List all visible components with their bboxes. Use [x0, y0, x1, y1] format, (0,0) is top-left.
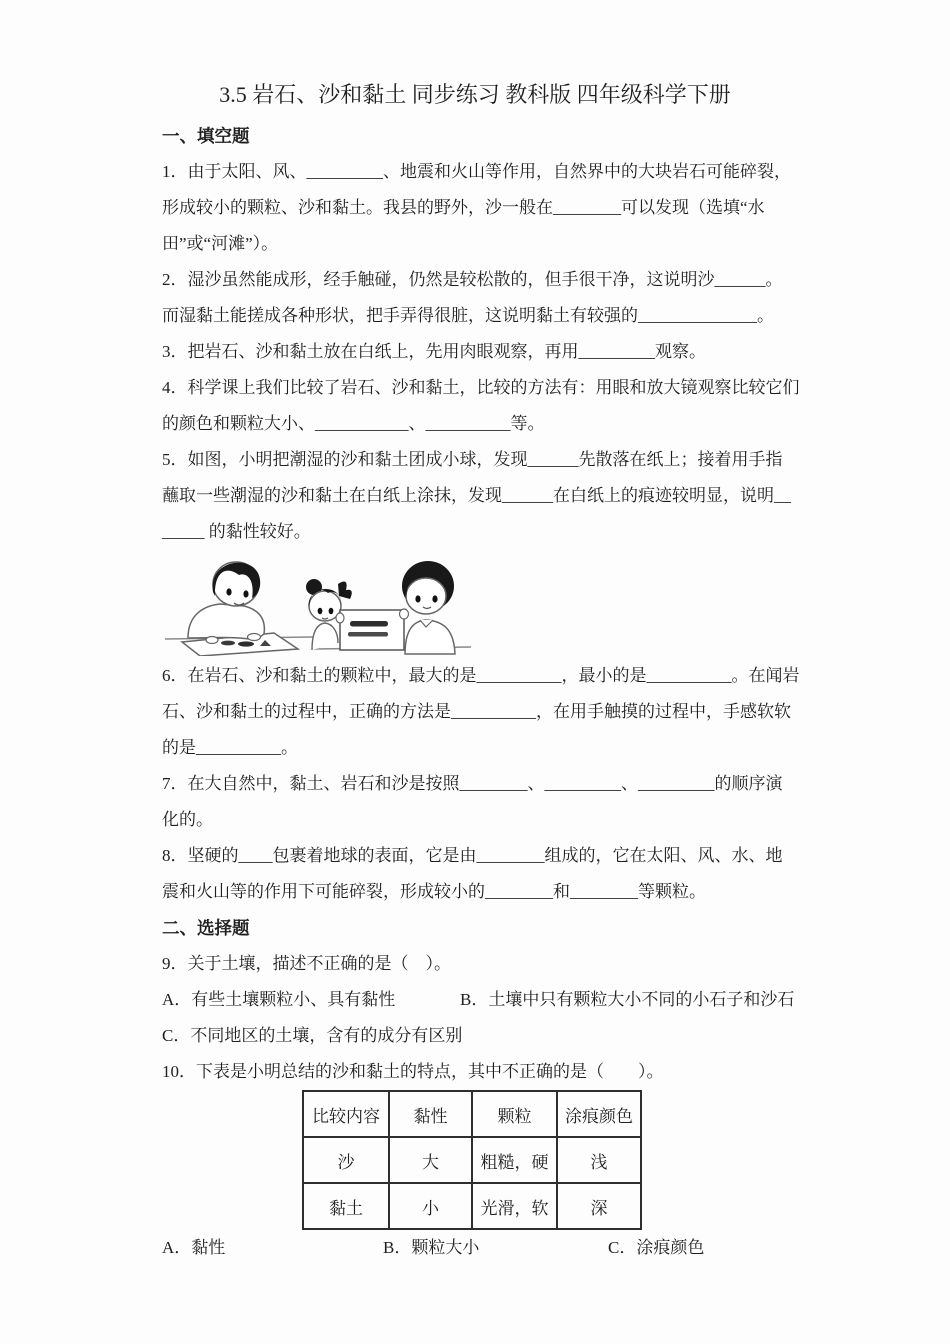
- line-q4-2: 的颜色和颗粒大小、___________、__________等。: [162, 414, 545, 433]
- line-q4-1: 4．科学课上我们比较了岩石、沙和黏土，比较的方法有：用眼和放大镜观察比较它们: [162, 378, 800, 397]
- q9-option-a: A．有些土壤颗粒小、具有黏性: [162, 990, 396, 1009]
- line-q6-3: 的是__________。: [162, 738, 298, 757]
- line-q8-2: 震和火山等的作用下可能碎裂，形成较小的________和________等颗粒。: [162, 882, 706, 901]
- q9-option-b: B．土壤中只有颗粒大小不同的小石子和沙石: [460, 990, 795, 1009]
- line-q6-2: 石、沙和黏土的过程中，正确的方法是__________，在用手触摸的过程中，手感软软: [162, 702, 791, 721]
- section-heading-fill-in: 一、填空题: [162, 126, 250, 146]
- table-header-cell: 涂痕颜色: [557, 1091, 641, 1137]
- table-row-sand: [303, 1137, 641, 1183]
- illustration-children-smearing-sand-and-clay: [162, 550, 810, 658]
- line-q5-3: _____ 的黏性较好。: [162, 522, 311, 541]
- q10-option-b: B．颗粒大小: [383, 1238, 480, 1257]
- q9-option-c: C．不同地区的土壤，含有的成分有区别: [162, 1026, 463, 1045]
- table-header-cell: 黏性: [389, 1091, 472, 1137]
- line-q9-options-ab: [162, 982, 810, 1018]
- sand-clay-comparison-table: [302, 1090, 642, 1230]
- line-q5-2: 蘸取一些潮湿的沙和黏土在白纸上涂抹，发现______在白纸上的痕迹较明显，说明__: [162, 486, 791, 505]
- table-row-clay: [303, 1183, 641, 1229]
- boy-smearing-on-paper: [165, 562, 314, 656]
- q10-option-c: C．涂痕颜色: [608, 1238, 705, 1257]
- line-q10-options: [162, 1230, 810, 1266]
- table-cell: 光滑，软: [472, 1183, 557, 1229]
- line-q3: 3．把岩石、沙和黏土放在白纸上，先用肉眼观察，再用_________观察。: [162, 342, 706, 361]
- line-q7-2: 化的。: [162, 810, 213, 829]
- girl-and-boy-holding-paper: [306, 561, 471, 654]
- table-header-cell: 颗粒: [472, 1091, 557, 1137]
- section-heading-multiple-choice: 二、选择题: [162, 918, 250, 938]
- table-cell: 黏土: [303, 1183, 389, 1229]
- line-q8-1: 8．坚硬的____包裹着地球的表面，它是由________组成的，它在太阳、风、水、地: [162, 846, 783, 865]
- line-q6-1: 6．在岩石、沙和黏土的颗粒中，最大的是__________，最小的是__________。在闻岩: [162, 666, 800, 685]
- table-header-row: [303, 1091, 641, 1137]
- table-cell: 粗糙，硬: [472, 1137, 557, 1183]
- line-q10-stem: 10．下表是小明总结的沙和黏土的特点，其中不正确的是（ ）。: [162, 1062, 664, 1081]
- line-q5-1: 5．如图，小明把潮湿的沙和黏土团成小球，发现______先散落在纸上；接着用手指: [162, 450, 783, 469]
- table-header-cell: 比较内容: [303, 1091, 389, 1137]
- table-cell: 深: [557, 1183, 641, 1229]
- page-title: 3.5 岩石、沙和黏土 同步练习 教科版 四年级科学下册: [219, 82, 731, 107]
- children-illustration-svg: [162, 550, 474, 656]
- table-cell: 大: [389, 1137, 472, 1183]
- table-cell: 沙: [303, 1137, 389, 1183]
- table-cell: 小: [389, 1183, 472, 1229]
- line-q9-stem: 9．关于土壤，描述不正确的是（ ）。: [162, 954, 451, 973]
- line-q2-2: 而湿黏土能搓成各种形状，把手弄得很脏，这说明黏土有较强的______________。: [162, 306, 774, 325]
- line-q7-1: 7．在大自然中，黏土、岩石和沙是按照________、_________、_________的顺序演: [162, 774, 783, 793]
- table-cell: 浅: [557, 1137, 641, 1183]
- q10-option-a: A．黏性: [162, 1238, 226, 1257]
- line-q1-3: 田”或“河滩”）。: [162, 234, 279, 253]
- line-q1-2: 形成较小的颗粒、沙和黏土。我县的野外，沙一般在________可以发现（选填“水: [162, 198, 765, 217]
- line-q2-1: 2．湿沙虽然能成形，经手触碰，仍然是较松散的，但手很干净，这说明沙______。: [162, 270, 783, 289]
- line-q1-1: 1．由于太阳、风、_________、地震和火山等作用，自然界中的大块岩石可能碎裂，: [162, 162, 791, 181]
